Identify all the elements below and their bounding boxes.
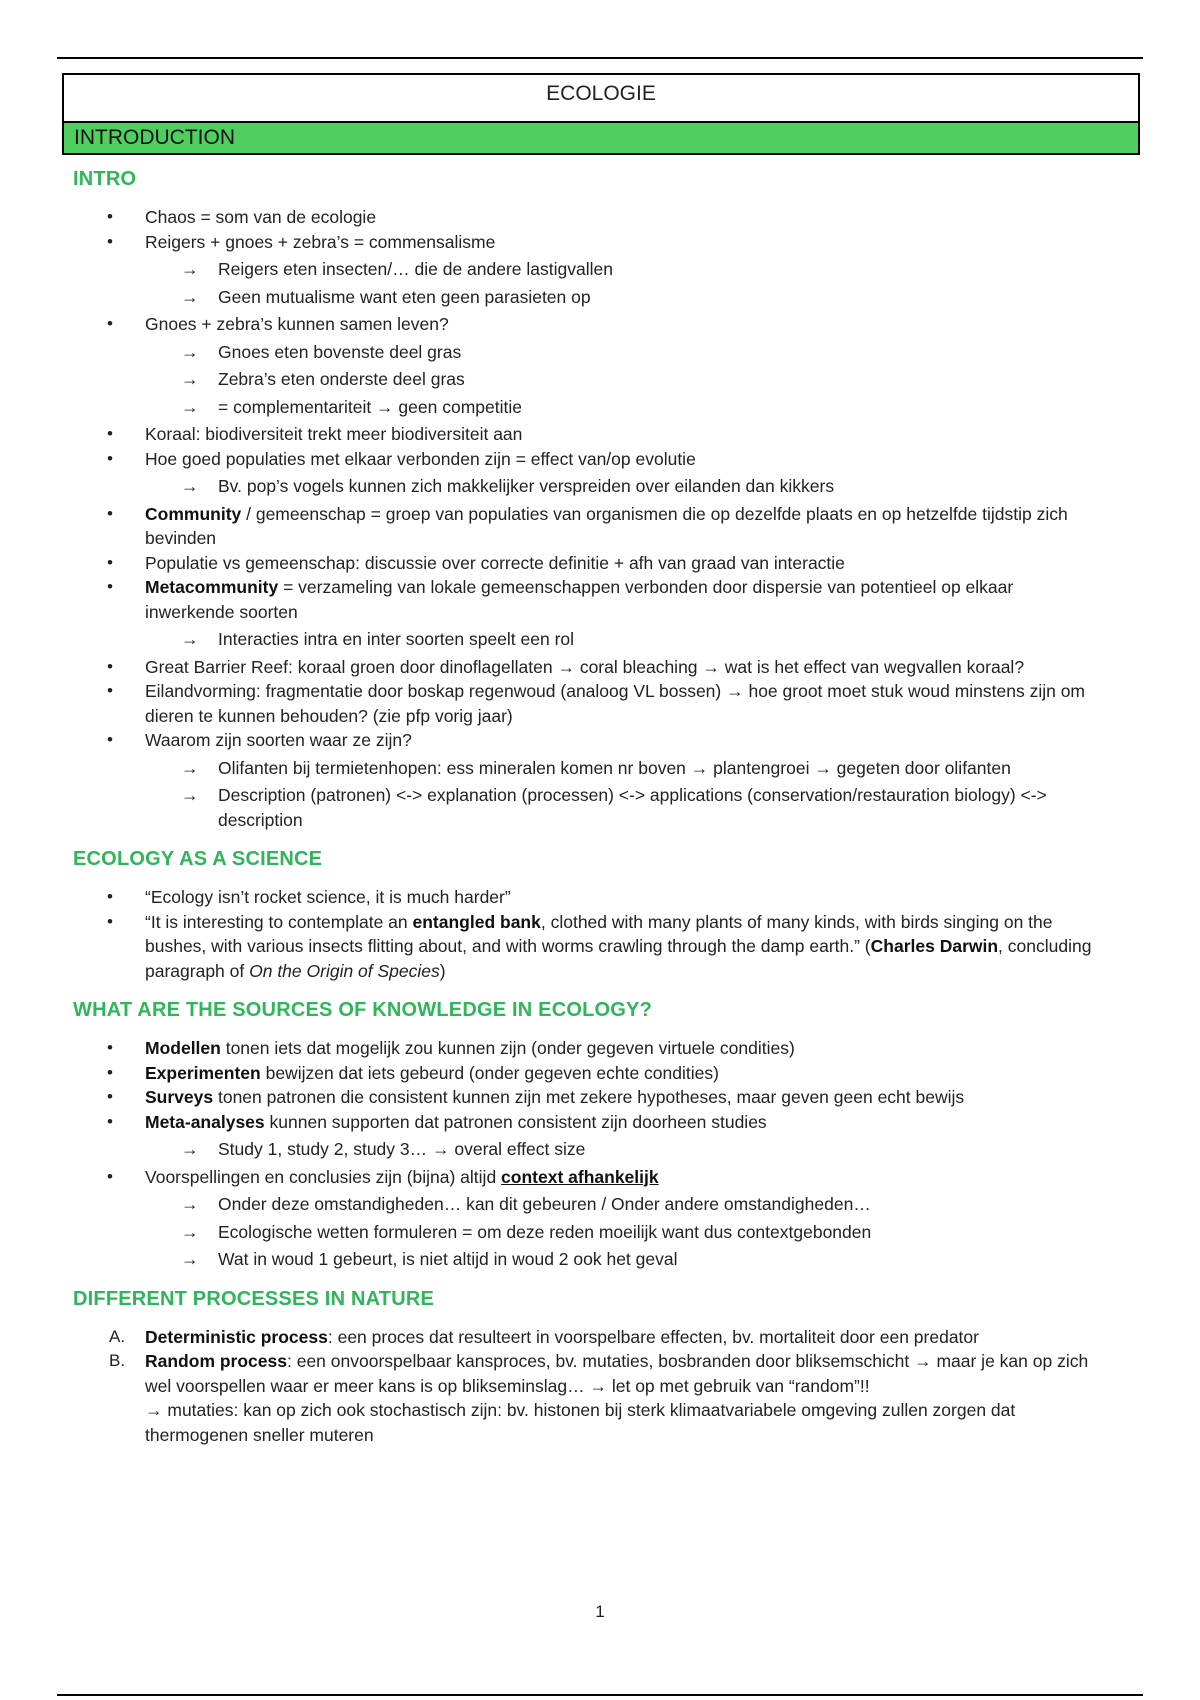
sub-list-item: → = complementariteit → geen competitie	[73, 395, 1133, 420]
list-item: B. Random process: een onvoorspelbaar kansproces, bv. mutaties, bosbranden door bliksemschicht → maar je kan op zich wel voorspellen waar er meer kans is op blikseminslag… → let op met gebruik van “random”!! → mutaties: kan op zich ook stochastisch zijn: bv. histonen bij sterk klimaatvariabele omgeving zullen zorgen dat thermogenen sneller muteren	[109, 1351, 1089, 1445]
list-item: • Modellen tonen iets dat mogelijk zou kunnen zijn (onder gegeven virtuele condities)	[73, 1036, 1133, 1061]
list-item: • Surveys tonen patronen die consistent kunnen zijn met zekere hypotheses, maar geven geen echt bewijs	[73, 1085, 1133, 1110]
sub-list-item: → Geen mutualisme want eten geen parasieten op	[73, 285, 1133, 310]
intro-list	[73, 205, 1133, 832]
list-letter: A.	[109, 1326, 126, 1346]
arrow-right-icon: →	[181, 1194, 199, 1214]
list-item: • “Ecology isn’t rocket science, it is much harder”	[73, 885, 1133, 910]
arrow-right-icon: →	[181, 757, 199, 778]
arrow-right-icon: →	[181, 259, 199, 279]
sub-list-item: → Onder deze omstandigheden… kan dit gebeuren / Onder andere omstandigheden…	[73, 1192, 1133, 1217]
sub-list-item: → Zebra’s eten onderste deel gras	[73, 367, 1133, 392]
list-item: • Community / gemeenschap = groep van populaties van organismen die op dezelfde plaats en op hetzelfde tijdstip zich bevinden	[107, 503, 1068, 548]
list-item: • Waarom zijn soorten waar ze zijn?	[73, 728, 1133, 753]
sub-list-item: → Wat in woud 1 gebeurt, is niet altijd in woud 2 ook het geval	[73, 1247, 1133, 1272]
bottom-rule	[57, 1694, 1143, 1696]
bullet-icon: •	[107, 503, 113, 523]
list-item: • Great Barrier Reef: koraal groen door dinoflagellaten → coral bleaching → wat is het effect van wegvallen koraal?	[73, 655, 1133, 680]
arrow-right-icon: →	[181, 1139, 199, 1159]
arrow-right-icon: →	[181, 785, 199, 805]
bullet-icon: •	[107, 1111, 113, 1131]
bullet-icon: •	[107, 314, 113, 333]
document-title: ECOLOGIE	[62, 73, 1140, 123]
list-item: • Chaos = som van de ecologie	[73, 205, 1133, 230]
page-number: 1	[595, 1602, 605, 1621]
bullet-icon: •	[107, 424, 113, 443]
list-letter: B.	[109, 1351, 126, 1370]
bullet-icon: •	[107, 1166, 113, 1186]
bullet-icon: •	[107, 207, 113, 226]
list-item: • Metacommunity = verzameling van lokale gemeenschappen verbonden door dispersie van potentieel op elkaar inwerkende soorten	[107, 577, 1014, 622]
sub-list-item: → Gnoes eten bovenste deel gras	[73, 340, 1133, 365]
bullet-icon: •	[107, 1038, 113, 1057]
bullet-icon: •	[107, 577, 113, 596]
bullet-icon: •	[107, 231, 113, 251]
bullet-icon: •	[107, 730, 113, 749]
list-item: A. Deterministic process: een proces dat resulteert in voorspelbare effecten, bv. mortaliteit door een predator	[73, 1325, 1133, 1350]
sub-list-item: → Interacties intra en inter soorten speelt een rol	[73, 627, 1133, 652]
sub-list-item: → Olifanten bij termietenhopen: ess mineralen komen nr boven → plantengroei → gegeten door olifanten	[73, 756, 1133, 781]
bullet-icon: •	[107, 1087, 113, 1106]
page-content	[73, 168, 1133, 1447]
bullet-icon: •	[107, 1062, 113, 1082]
bullet-icon: •	[107, 448, 113, 468]
list-item: • Reigers + gnoes + zebra’s = commensalisme	[73, 230, 1133, 255]
heading-ecology-as-science: ECOLOGY AS A SCIENCE	[73, 848, 323, 870]
sub-list-item: → Description (patronen) <-> explanation (processen) <-> applications (conservation/restauration biology) <-> description	[181, 785, 1047, 830]
bullet-icon: •	[107, 681, 113, 700]
arrow-right-icon: →	[181, 369, 199, 389]
top-rule	[57, 57, 1143, 59]
heading-different-processes: DIFFERENT PROCESSES IN NATURE	[73, 1287, 435, 1310]
sources-list	[73, 1036, 1133, 1272]
sub-list-item: → Ecologische wetten formuleren = om deze reden moeilijk want dus contextgebonden	[73, 1220, 1133, 1245]
sub-list-item: → Study 1, study 2, study 3… → overal effect size	[73, 1137, 1133, 1162]
arrow-right-icon: →	[181, 1221, 199, 1242]
arrow-right-icon: →	[181, 341, 199, 362]
list-item: • Gnoes + zebra’s kunnen samen leven?	[73, 312, 1133, 337]
list-item: • Experimenten bewijzen dat iets gebeurd (onder gegeven echte condities)	[73, 1061, 1133, 1086]
science-list	[73, 885, 1133, 983]
list-item: • Populatie vs gemeenschap: discussie over correcte definitie + afh van graad van interactie	[73, 551, 1133, 576]
heading-sources-of-knowledge: WHAT ARE THE SOURCES OF KNOWLEDGE IN ECOLOGY?	[73, 999, 652, 1021]
bullet-icon: •	[107, 552, 113, 572]
arrow-right-icon: →	[181, 396, 199, 417]
arrow-right-icon: →	[181, 1249, 199, 1269]
list-item: • Eilandvorming: fragmentatie door boskap regenwoud (analoog VL bossen) → hoe groot moet stuk woud minstens zijn om dieren te kunnen behouden? (zie pfp vorig jaar)	[107, 681, 1086, 726]
arrow-right-icon: →	[181, 476, 199, 496]
sub-list-item: → Reigers eten insecten/… die de andere lastigvallen	[73, 257, 1133, 282]
bullet-icon: •	[107, 656, 113, 676]
arrow-right-icon: →	[181, 629, 199, 649]
section-bar-introduction: INTRODUCTION	[62, 122, 1140, 155]
list-item: • Voorspellingen en conclusies zijn (bijna) altijd context afhankelijk	[73, 1165, 1133, 1190]
bullet-icon: •	[107, 887, 113, 906]
list-item: • Koraal: biodiversiteit trekt meer biodiversiteit aan	[73, 422, 1133, 447]
sub-list-item: → Bv. pop’s vogels kunnen zich makkelijker verspreiden over eilanden dan kikkers	[73, 474, 1133, 499]
heading-intro: INTRO	[73, 168, 137, 190]
list-item: • “It is interesting to contemplate an entangled bank, clothed with many plants of many kinds, with birds singing on the bushes, with various insects flitting about, and with worms crawling through the damp earth.” (Charles Darwin, concluding paragraph of On the Origin of Species)	[107, 911, 1092, 981]
list-item: • Hoe goed populaties met elkaar verbonden zijn = effect van/op evolutie	[73, 447, 1133, 472]
list-item: • Meta-analyses kunnen supporten dat patronen consistent zijn doorheen studies	[73, 1110, 1133, 1135]
processes-list	[73, 1325, 1133, 1448]
bullet-icon: •	[107, 911, 113, 931]
arrow-right-icon: →	[181, 286, 199, 307]
